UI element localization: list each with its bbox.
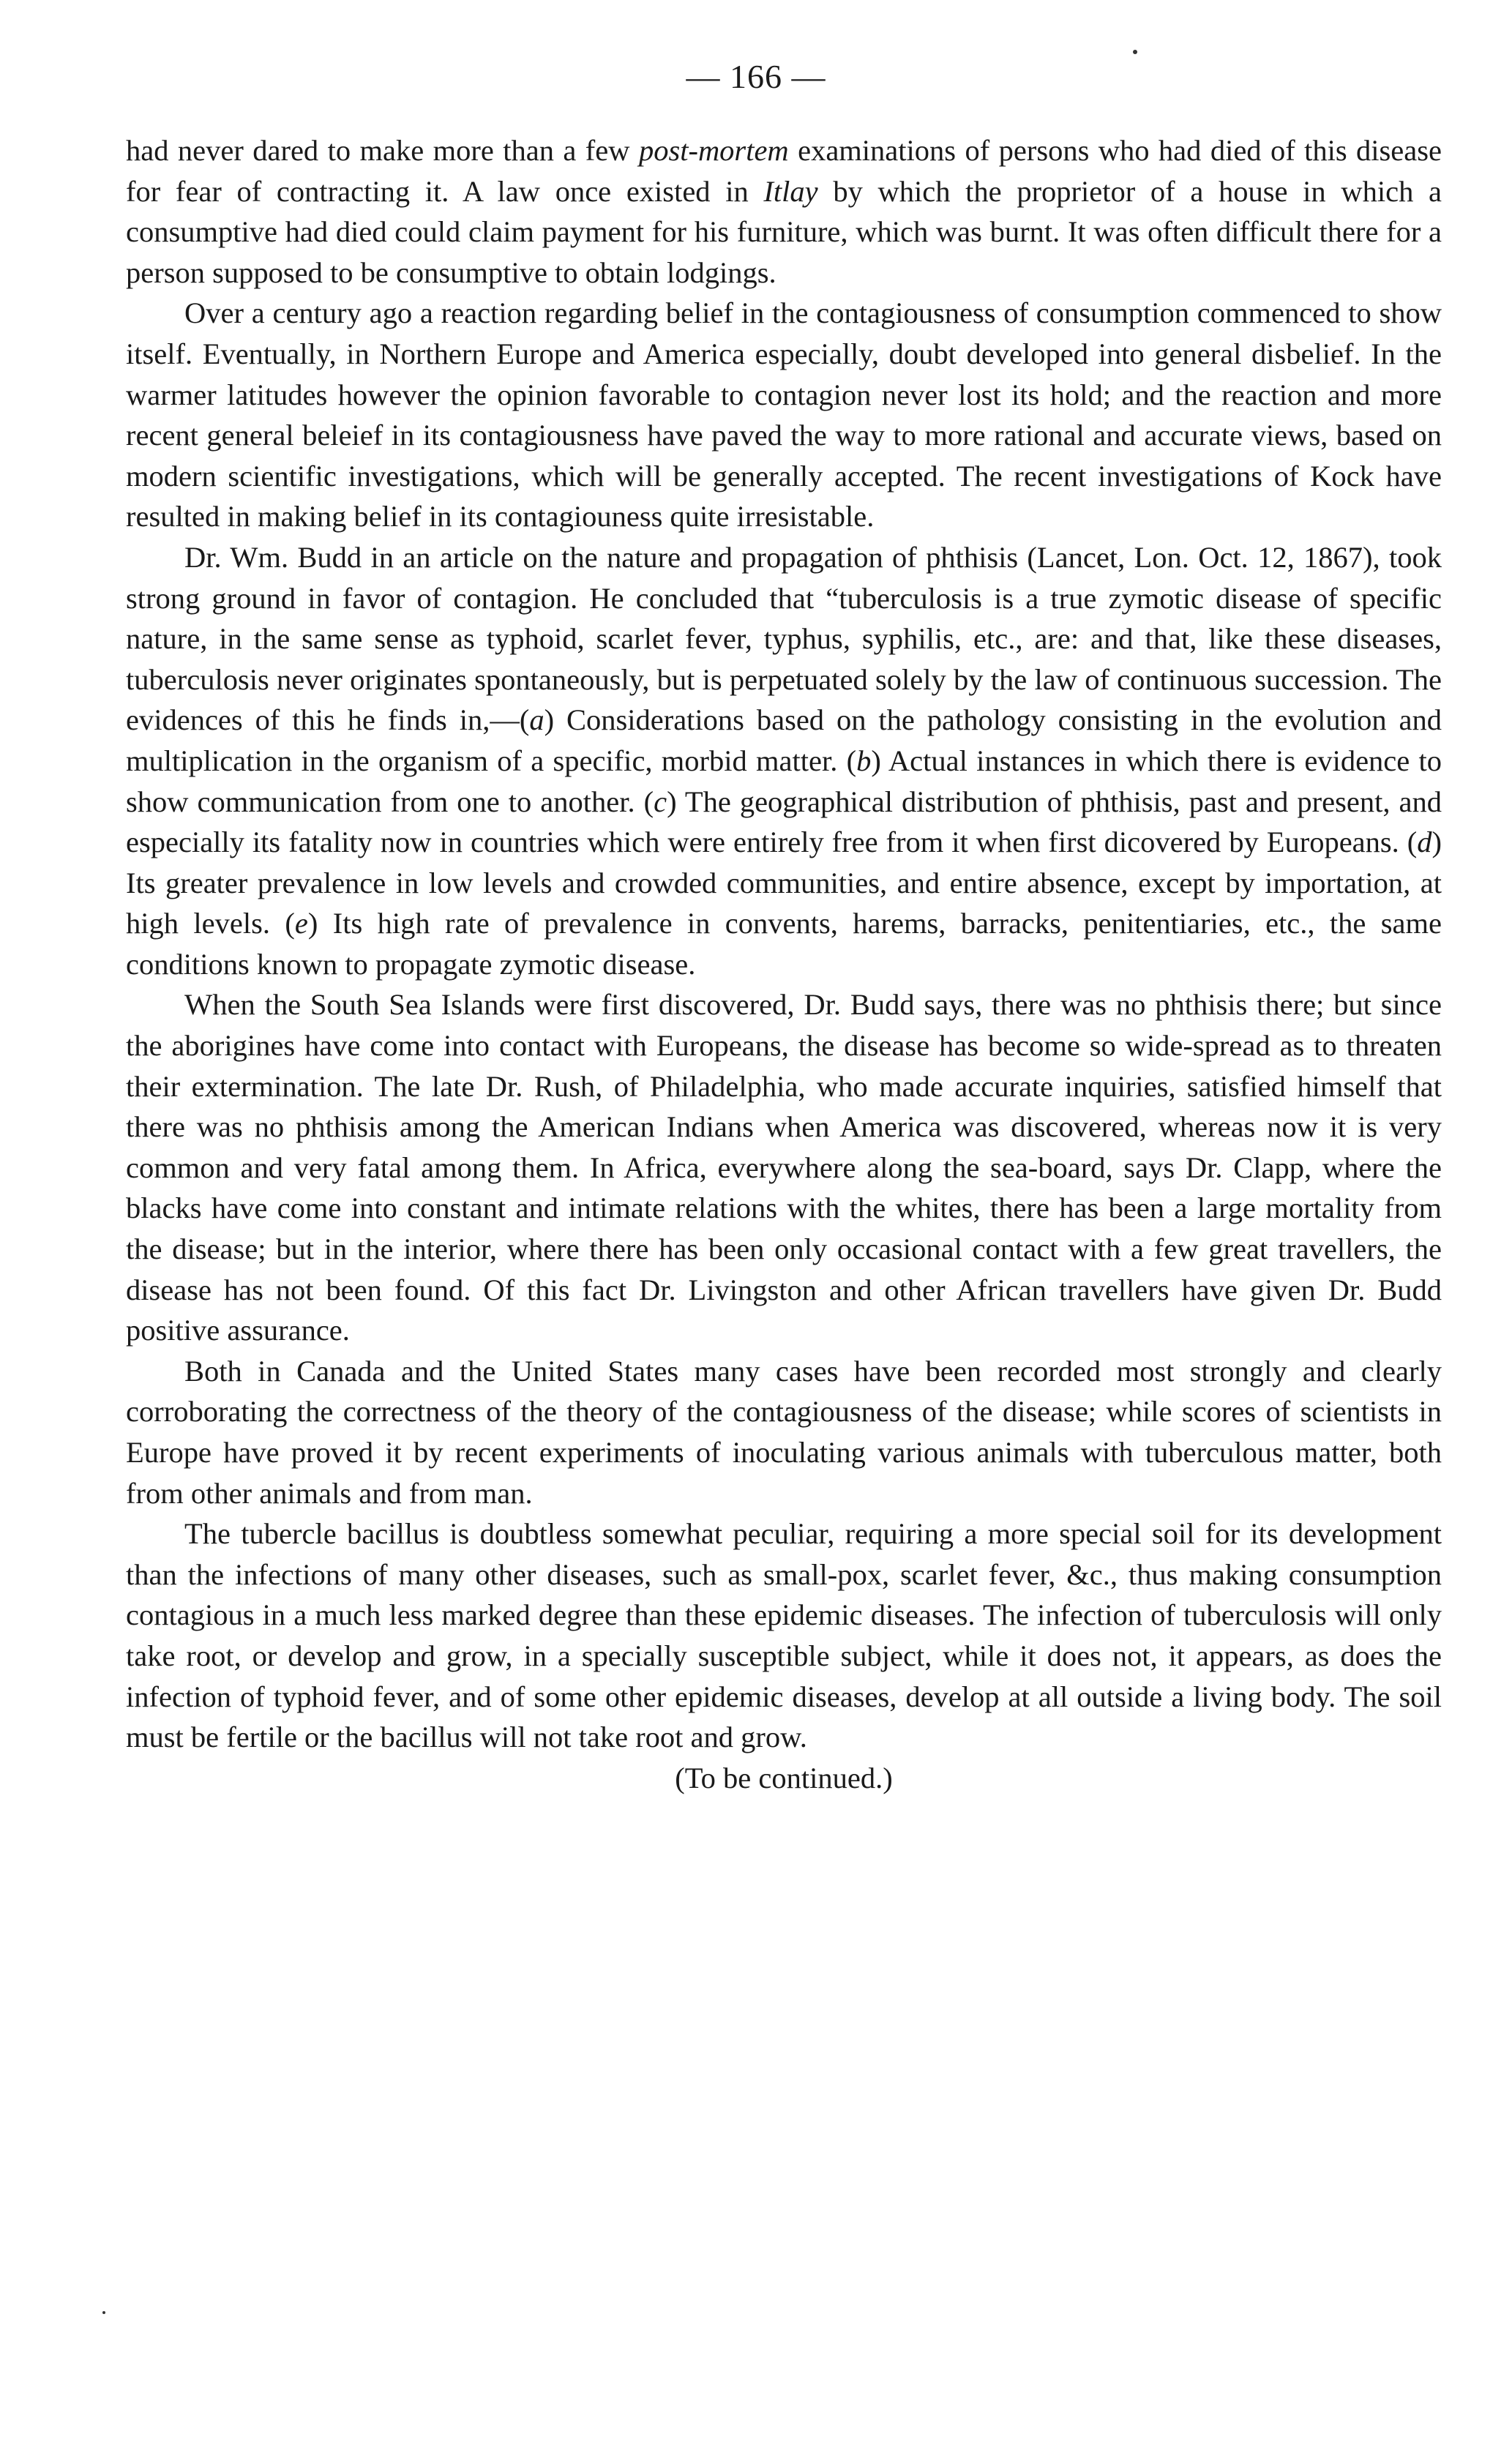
text-run: ) Considerations based on the pathology consisting in the evolution and multiplication in the organism of a specific, morbid matter. ( (126, 703, 1442, 777)
text-run: had never dared to make more than a few (126, 134, 639, 167)
italic-run: a (529, 703, 544, 737)
text-run: ) The geographical distribution of phthisis, past and present, and especially its fatality now in countries which were entirely free from it when first dicovered by Europeans. ( (126, 785, 1442, 859)
paragraph (126, 1351, 1442, 1513)
paragraph (126, 130, 1442, 293)
text-run: Both in Canada and the United States many cases have been recorded most strongly and clearly corroborating the correctness of the theory of the contagiousness of the disease; while scores of scientists in Europe have proved it by recent experiments of inoculating various animals with tuberculous matter, both from other animals and from man. (126, 1354, 1442, 1510)
scan-speck (1133, 50, 1137, 54)
paragraph (126, 537, 1442, 985)
article-body (126, 130, 1442, 1798)
text-run: Dr. Wm. Budd in an article on the nature and propagation of phthisis (Lancet, Lon. Oct. 12, 1867), took strong ground in favor of contagion. He concluded that “tuberculosis is a true zymotic disease of specific nature, in the same sense as typhoid, scarlet fever, typhus, syphilis, etc., are: and that, like these diseases, tuberculosis never originates spontaneously, but is perpetuated solely by the law of continuous succession. The evidences of this he finds in,—( (126, 540, 1442, 737)
paragraph (126, 984, 1442, 1350)
continued-note: (To be continued.) (675, 1761, 893, 1794)
italic-run: post-mortem (638, 134, 789, 167)
text-run: examinations of persons who had died of this disease for fear of contracting it. A law once existed in (126, 134, 1442, 208)
text-run: When the South Sea Islands were first discovered, Dr. Budd says, there was no phthisis there; but since the aborigines have come into contact with Europeans, the disease has become so wide-spread as to threaten their extermination. The late Dr. Rush, of Philadelphia, who made accurate inquiries, satisfied himself that there was no phthisis among the American Indians when America was discovered, whereas now it is very common and very fatal among them. In Africa, everywhere along the sea-board, says Dr. Clapp, where the blacks have come into constant and intimate relations with the whites, there has been a large mortality from the disease; but in the interior, where there has been only occasional contact with a few great travellers, the disease has not been found. Of this fact Dr. Livingston and other African travellers have given Dr. Budd positive assurance. (126, 988, 1442, 1347)
text-run: ) Actual instances in which there is evidence to show communication from one to another. ( (126, 744, 1442, 818)
italic-run: e (294, 907, 308, 940)
text-run: ) Its greater prevalence in low levels and crowded communities, and entire absence, except by importation, at high levels. ( (126, 826, 1442, 940)
italic-run: b (856, 744, 872, 777)
text-run: by which the proprietor of a house in which a consumptive had died could claim payment for his furniture, which was burnt. It was often difficult there for a person supposed to be consumptive to obtain lodgings. (126, 174, 1442, 289)
italic-run: c (654, 785, 667, 818)
paragraph (126, 1513, 1442, 1758)
paragraph (126, 293, 1442, 537)
text-run: Over a century ago a reaction regarding belief in the contagiousness of consumption commenced to show itself. Eventually, in Northern Europe and America especially, doubt developed into general disbelief. In the warmer latitudes however the opinion favorable to contagion never lost its hold; and the reaction and more recent general beleief in its contagiousness have paved the way to more rational and accurate views, based on modern scientific investigations, which will be generally accepted. The recent investigations of Kock have resulted in making belief in its contagiouness quite irresistable. (126, 296, 1442, 534)
italic-run: Itlay (763, 174, 818, 208)
text-run: The tubercle bacillus is doubtless somewhat peculiar, requiring a more special soil for its development than the infections of many other diseases, such as small-pox, scarlet fever, &c., thus making consumption contagious in a much less marked degree than these epidemic diseases. The infection of tuberculosis will only take root, or develop and grow, in a specially susceptible subject, while it does not, it appears, as does the infection of typhoid fever, and of some other epidemic diseases, develop at all outside a living body. The soil must be fertile or the bacillus will not take root and grow. (126, 1517, 1442, 1754)
page-number: — 166 — (686, 58, 826, 95)
text-run: ) Its high rate of prevalence in convents, harems, barracks, penitentiaries, etc., the same conditions known to propagate zymotic disease. (126, 907, 1442, 981)
italic-run: d (1417, 826, 1432, 859)
scan-speck (102, 2311, 105, 2314)
